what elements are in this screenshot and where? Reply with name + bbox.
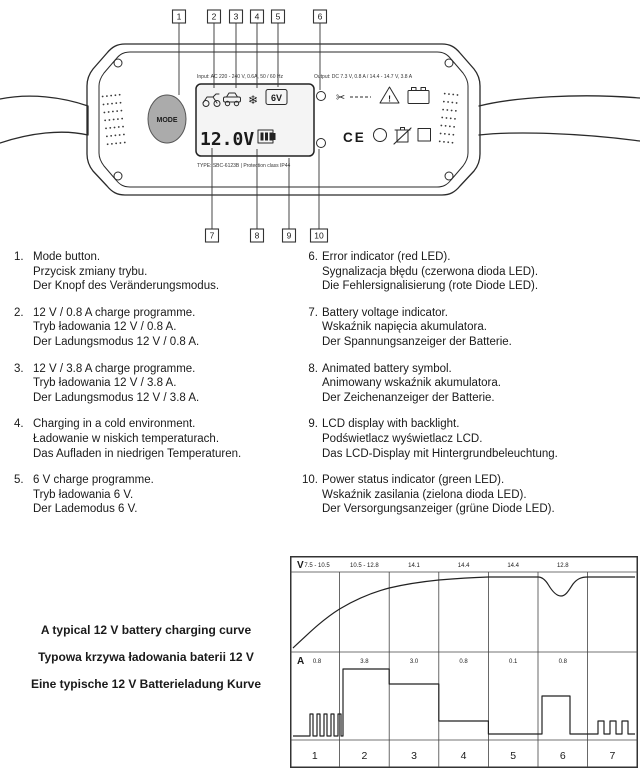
chart-title-en: A typical 12 V battery charging curve [40, 623, 252, 637]
voltage-value: 12.8 [556, 563, 569, 569]
current-value: 3.0 [409, 659, 419, 665]
legend-line-pl: Przycisk zmiany trybu. [33, 265, 148, 278]
legend-line-en: Animated battery symbol. [322, 362, 452, 375]
legend-item-10 [300, 473, 628, 517]
legend-line-de: Der Lademodus 6 V. [33, 503, 138, 516]
legend-line-en: 12 V / 0.8 A charge programme. [33, 306, 196, 319]
type-label: TYPE: SBC-6123B | Protection class IP44 [197, 163, 291, 169]
callout-number: 2 [211, 11, 217, 22]
legend-item-number: 1. [14, 251, 24, 263]
screw-icon [114, 59, 122, 67]
chart-title-pl: Typowa krzywa ładowania baterii 12 V [38, 650, 254, 664]
svg-text:••••: •••• [438, 138, 456, 148]
legend-line-pl: Tryb ładowania 6 V. [33, 488, 134, 501]
legend-item-number: 9. [308, 418, 318, 431]
legend-item-3 [14, 362, 300, 406]
svg-text:••••: •••• [440, 114, 459, 124]
callout-number: 10 [314, 230, 324, 241]
legend-line-en: LCD display with backlight. [322, 418, 460, 431]
certification-box-icon [418, 129, 431, 142]
stage-number: 5 [510, 750, 517, 762]
legend-line-de: Das Aufladen in niedrigen Temperaturen. [33, 447, 242, 460]
callout-number: 8 [254, 230, 260, 241]
legend-item-1 [14, 250, 300, 294]
certification-circle-icon [374, 129, 387, 142]
legend-item-number: 5. [14, 474, 24, 487]
legend-line-de: Der Ladungsmodus 12 V / 3.8 A. [33, 391, 200, 404]
voltage-readout: 12.0V [200, 129, 255, 150]
strain-relief-texture-right [438, 91, 461, 147]
stage-number: 3 [411, 750, 417, 762]
voltage-value: 14.4 [507, 563, 520, 569]
legend-item-7 [300, 306, 628, 350]
voltage-value: 10.5 - 12.8 [350, 563, 379, 569]
svg-text:••••: •••• [438, 130, 457, 140]
right-cable [479, 96, 640, 141]
current-value: 0.1 [509, 659, 518, 665]
legend-line-pl: Tryb ładowania 12 V / 3.8 A. [33, 377, 177, 390]
legend-line-en: 6 V charge programme. [33, 474, 154, 487]
stage-number: 7 [609, 750, 616, 762]
chart-title-de: Eine typische 12 V Batterieladung Kurve [30, 677, 262, 691]
input-rating-label: Input: AC 220 - 240 V, 0.6A, 50 / 60 Hz [197, 74, 283, 80]
chart-titles [8, 624, 284, 705]
screw-icon [445, 59, 453, 67]
voltage-value: 7.5 - 10.5 [304, 563, 330, 569]
callout-number: 9 [286, 230, 292, 241]
scissors-icon: ✂ [336, 92, 346, 104]
callout-number: 5 [275, 11, 281, 22]
legend-item-number: 6. [308, 251, 318, 263]
legend-line-pl: Wskaźnik napięcia akumulatora. [322, 321, 487, 334]
legend-line-pl: Wskaźnik zasilania (zielona dioda LED). [322, 488, 527, 501]
charging-curve-chart [290, 556, 638, 773]
current-value: 3.8 [360, 659, 369, 665]
legend-line-en: Power status indicator (green LED). [322, 474, 505, 487]
screw-icon [445, 172, 453, 180]
svg-text:6V: 6V [270, 93, 283, 103]
legend-line-de: Das LCD-Display mit Hintergrundbeleuchtung. [322, 447, 558, 460]
legend-line-en: Error indicator (red LED). [322, 251, 451, 263]
legend-item-8 [300, 362, 628, 406]
legend-item-6 [300, 250, 628, 294]
legend-line-de: Der Ladungsmodus 12 V / 0.8 A. [33, 335, 200, 348]
mode-button [148, 95, 186, 143]
callout-number: 1 [176, 11, 182, 22]
legend-item-9 [300, 417, 628, 461]
error-led-icon [317, 92, 326, 101]
voltage-axis-label: V [297, 560, 304, 571]
legend-item-5 [14, 473, 300, 517]
legend-item-number: 8. [308, 362, 318, 375]
legend-line-de: Die Fehlersignalisierung (rote Diode LED). [322, 280, 539, 293]
stage-number: 1 [311, 750, 318, 762]
legend-line-en: Battery voltage indicator. [322, 306, 448, 319]
callout-number: 4 [254, 11, 260, 22]
svg-text:••••: •••• [441, 106, 460, 116]
svg-text:••••: •••• [443, 90, 461, 100]
legend-line-pl: Tryb ładowania 12 V / 0.8 A. [33, 321, 177, 334]
legend-line-de: Der Versorgungsanzeiger (grüne Diode LED). [322, 503, 555, 516]
svg-text:••••: •••• [439, 122, 458, 132]
legend-column-right [300, 250, 628, 529]
callout-number: 7 [209, 230, 215, 241]
legend-item-number: 4. [14, 418, 24, 431]
screw-icon [114, 172, 122, 180]
stage-number: 4 [460, 750, 467, 762]
snowflake-icon: ❄ [247, 93, 259, 107]
legend-line-en: Charging in a cold environment. [33, 418, 196, 431]
legend-line-de: Der Knopf des Veränderungsmodus. [33, 280, 220, 293]
svg-text:•••••: ••••• [101, 91, 124, 101]
svg-text:•••••: ••••• [102, 99, 125, 109]
svg-text:•••••: ••••• [105, 131, 128, 141]
current-value: 0.8 [459, 659, 468, 665]
warning-icon [380, 87, 399, 104]
legend-column-left [14, 250, 300, 529]
strain-relief-texture-left [101, 92, 128, 149]
mode-button-label: MODE [156, 117, 178, 124]
legend-line-pl: Sygnalizacja błędu (czerwona dioda LED). [322, 265, 539, 278]
battery-terminal-icon [408, 88, 429, 104]
legend-line-de: Der Spannungsanzeiger der Batterie. [322, 335, 512, 348]
svg-text:•••••: ••••• [102, 107, 125, 117]
svg-text:•••••: ••••• [103, 115, 126, 125]
stage-number: 2 [361, 750, 368, 762]
current-axis-label: A [297, 656, 305, 667]
current-value: 0.8 [558, 659, 567, 665]
legend-item-2 [14, 306, 300, 350]
svg-text:••••: •••• [442, 98, 461, 108]
legend-line-en: Mode button. [33, 251, 101, 263]
legend-item-number: 7. [308, 306, 318, 319]
svg-text:•••••: ••••• [104, 123, 127, 133]
legend-item-number: 2. [14, 306, 24, 319]
voltage-value: 14.1 [408, 563, 420, 569]
callout-number: 3 [233, 11, 239, 22]
legend-line-pl: Podświetlacz wyświetlacz LCD. [322, 432, 483, 445]
legend-line-en: 12 V / 3.8 A charge programme. [33, 362, 196, 375]
legend-line-pl: Animowany wskaźnik akumulatora. [322, 377, 501, 390]
device-diagram [0, 2, 640, 248]
legend-item-4 [14, 417, 300, 461]
output-rating-label: Output: DC 7.3 V, 0.8 A / 14.4 - 14.7 V, 3.8 A [314, 74, 413, 80]
weee-bin-icon [394, 128, 411, 145]
voltage-value: 14.4 [457, 563, 470, 569]
ce-mark: CE [343, 130, 366, 145]
lcd-display [196, 84, 314, 156]
legend-line-de: Der Zeichenanzeiger der Batterie. [322, 391, 495, 404]
svg-text:!: ! [388, 93, 391, 104]
left-cable [0, 96, 88, 143]
svg-text:•••••: ••••• [106, 139, 129, 149]
legend-item-number: 10. [302, 474, 318, 487]
stage-number: 6 [559, 750, 566, 762]
current-value: 0.8 [312, 659, 322, 665]
power-led-icon [317, 139, 326, 148]
legend-list [14, 250, 628, 529]
callout-number: 6 [317, 11, 323, 22]
legend-line-pl: Ładowanie w niskich temperaturach. [33, 432, 220, 445]
legend-item-number: 3. [14, 362, 24, 375]
